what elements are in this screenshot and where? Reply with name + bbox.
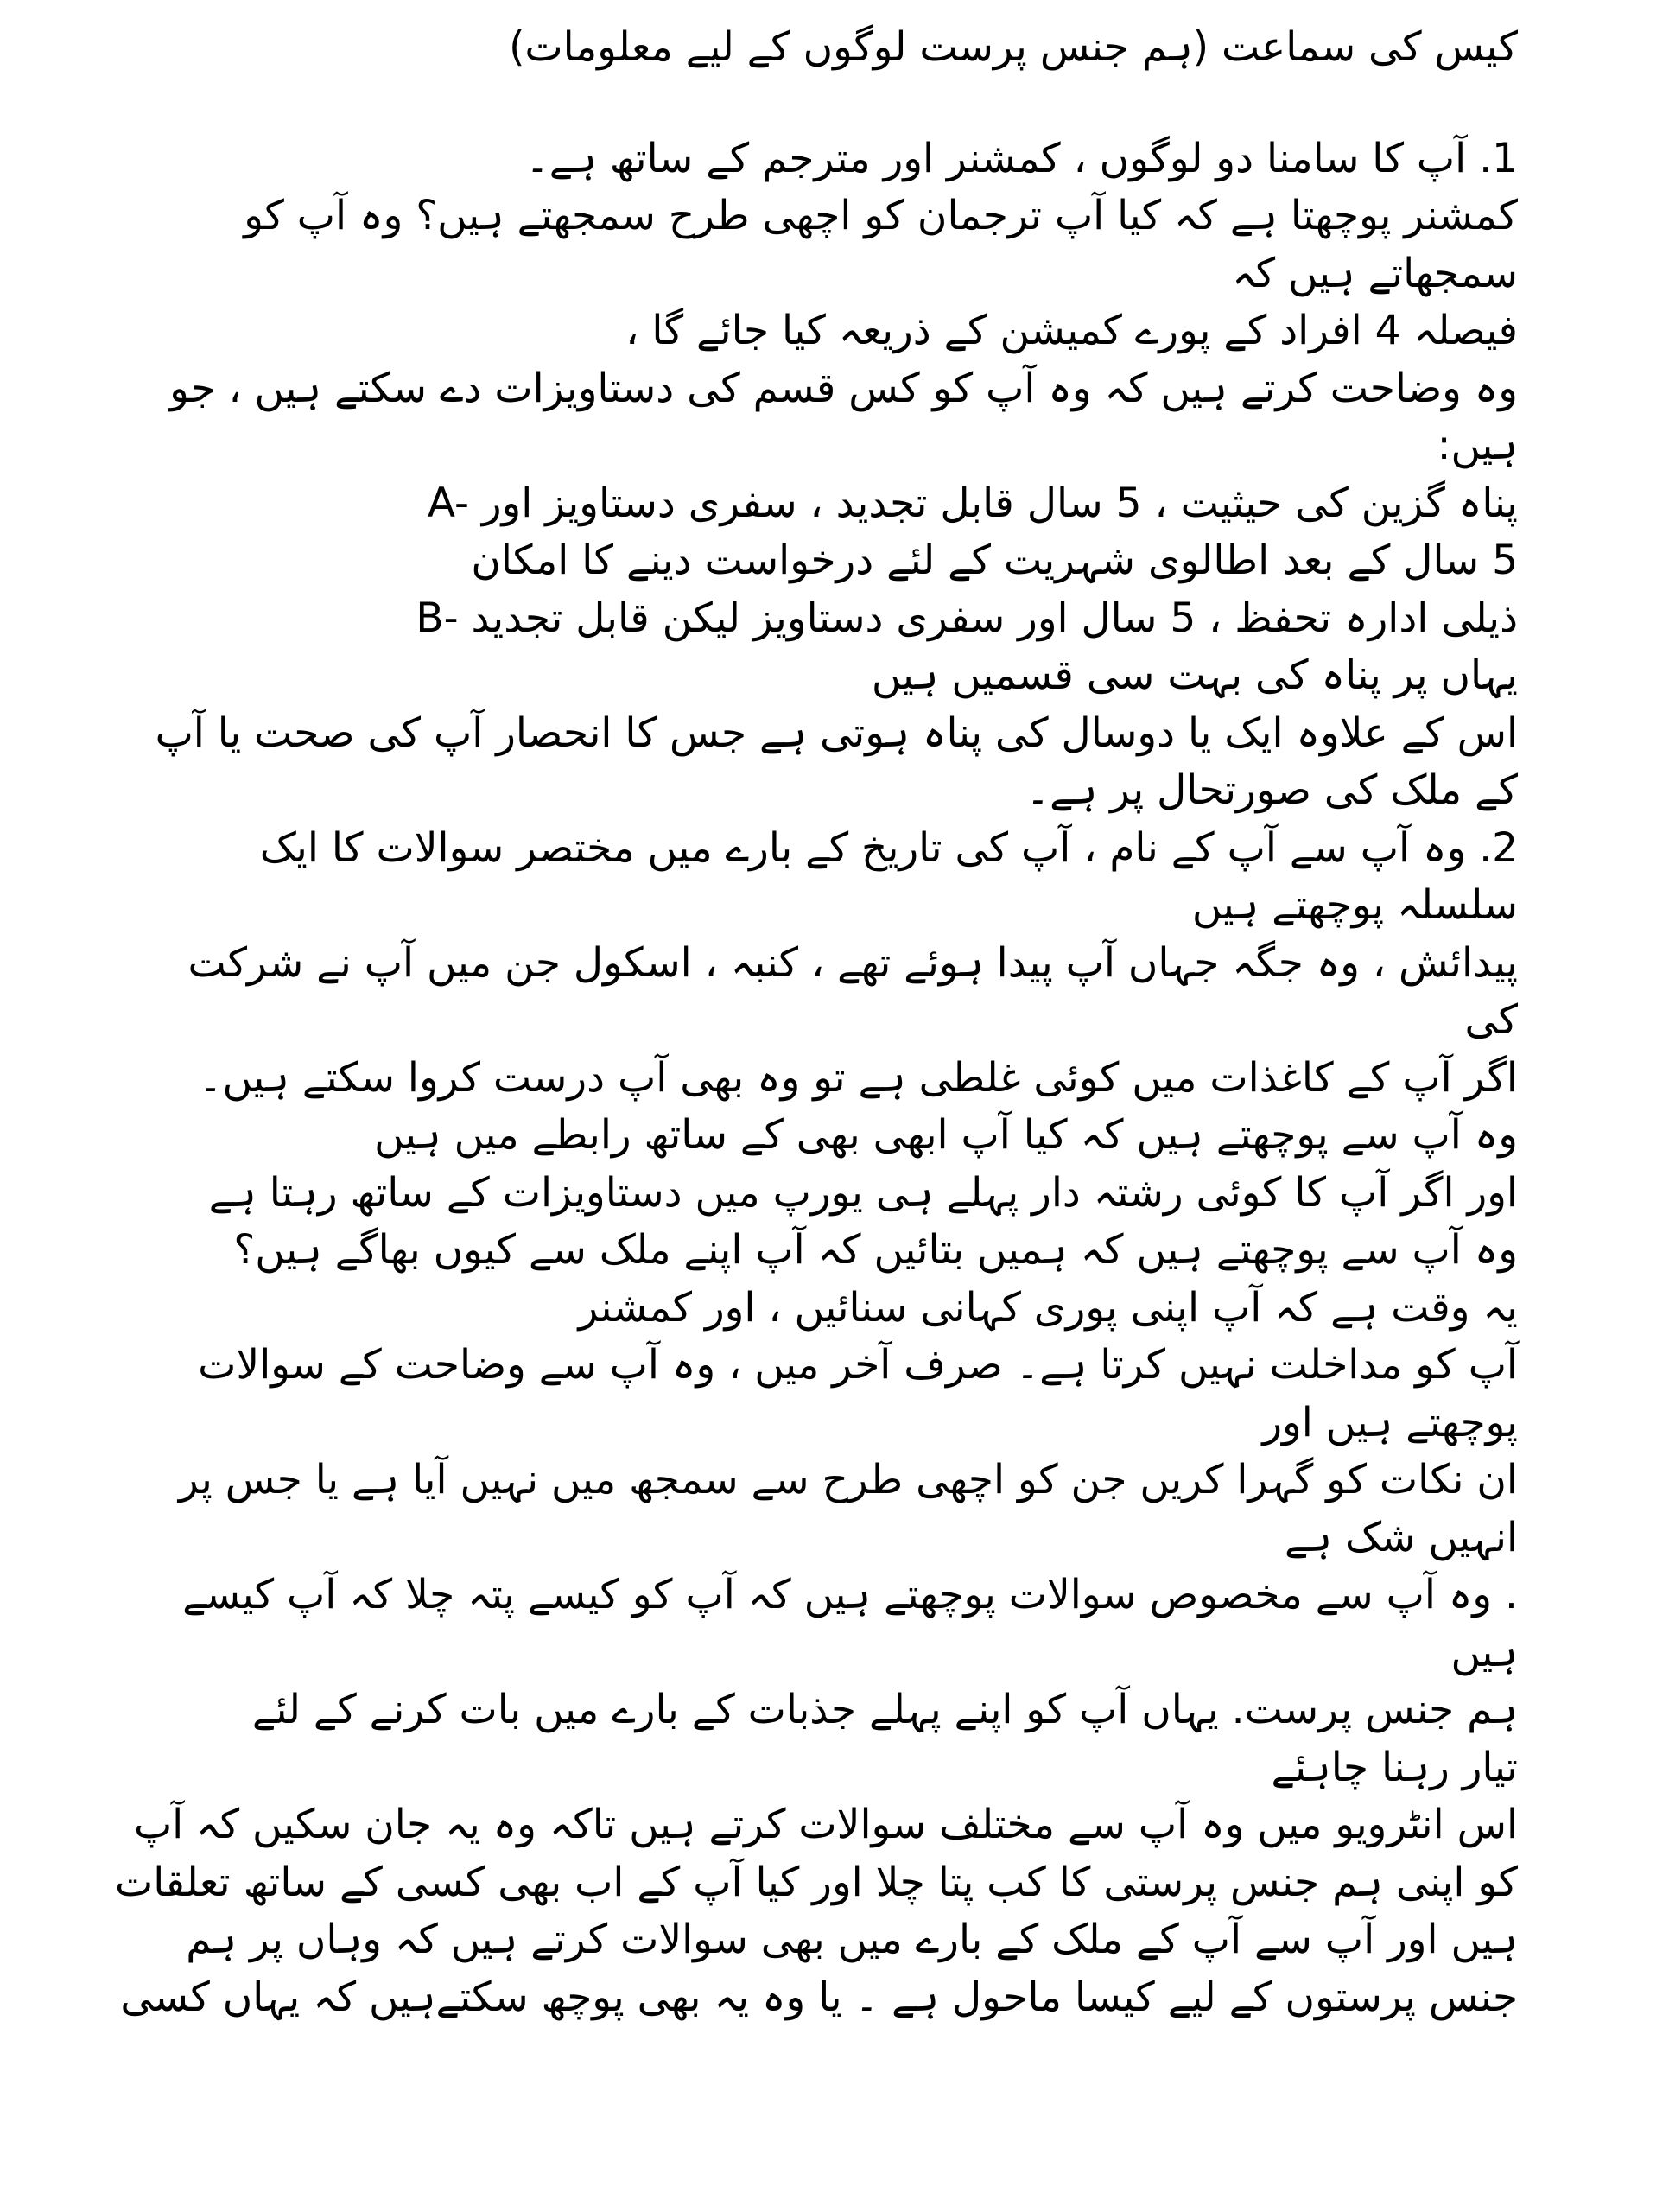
text-line: 2. وہ آپ سے آپ کے نام ، آپ کی تاریخ کے بارے میں مختصر سوالات کا ایک [259,823,1518,872]
text-line: کو اپنی ہم جنس پرستی کا کب پتا چلا اور کیا آپ کے اب بھی کسی کے ساتھ تعلقات [114,1858,1518,1906]
text-line: ہیں: [1437,422,1518,469]
text-line: آپ کو مداخلت نہیں کرتا ہے۔ صرف آخر میں ، وہ آپ سے وضاحت کے سوالات [198,1341,1518,1389]
text-line: B- ذیلی ادارہ تحفظ ، 5 سال اور سفری دستاویز لیکن قابل تجدید [416,594,1518,642]
text-line: اس کے علاوہ ایک یا دوسال کی پناہ ہوتی ہے جس کا انحصار آپ کی صحت یا آپ [155,709,1518,757]
text-line: انہیں شک ہے [1284,1513,1518,1561]
document-body [60,19,1518,2026]
text-line: ہیں [1450,1628,1518,1676]
text-line: پیدائش ، وہ جگہ جہاں آپ پیدا ہوئے تھے ، کنبہ ، اسکول جن میں آپ نے شرکت [187,938,1518,987]
text-line: ہیں اور آپ سے آپ کے ملک کے بارے میں بھی سوالات کرتے ہیں کہ وہاں پر ہم [186,1916,1518,1963]
text-line: A- پناہ گزین کی حیثیت ، 5 سال قابل تجدید ، سفری دستاویز اور [427,479,1518,527]
text-line: سلسلہ پوچھتے ہیں [1191,881,1518,929]
document-title: کیس کی سماعت (ہم جنس پرست لوگوں کے لیے معلومات) [509,23,1518,71]
text-line: تیار رہنا چاہئے [1271,1743,1518,1791]
text-line: سمجھاتے ہیں کہ [1232,249,1518,297]
text-line: فیصلہ 4 افراد کے پورے کمیشن کے ذریعہ کیا جائے گا ، [625,307,1518,354]
text-line: وہ آپ سے پوچھتے ہیں کہ کیا آپ ابھی بھی کے ساتھ رابطے میں ہیں [374,1111,1518,1159]
text-line: جنس پرستوں کے لیے کیسا ماحول ہے ۔ یا وہ یہ بھی پوچھ سکتےہیں کہ یہاں کسی [120,1973,1518,2021]
text-line: کمشنر پوچھتا ہے کہ کیا آپ ترجمان کو اچھی طرح سمجھتے ہیں؟ وہ آپ کو [244,192,1518,239]
text-line: . وہ آپ سے مخصوص سوالات پوچھتے ہیں کہ آپ کو کیسے پتہ چلا کہ آپ کیسے [182,1571,1518,1618]
text-line: کے ملک کی صورتحال پر ہے۔ [1025,766,1518,814]
text-line: 5 سال کے بعد اطالوی شہریت کے لئے درخواست دینے کا امکان [471,537,1518,584]
text-line: یہ وقت ہے کہ آپ اپنی پوری کہانی سنائیں ، اور کمشنر [578,1283,1518,1332]
text-line: ان نکات کو گہرا کریں جن کو اچھی طرح سے سمجھ میں نہیں آیا ہے یا جس پر [178,1456,1518,1503]
text-line: اگر آپ کے کاغذات میں کوئی غلطی ہے تو وہ بھی آپ درست کروا سکتے ہیں۔ [198,1053,1518,1102]
text-line: وہ وضاحت کرتے ہیں کہ وہ آپ کو کس قسم کی دستاویزات دے سکتے ہیں ، جو [169,364,1518,412]
text-line: یہاں پر پناہ کی بہت سی قسمیں ہیں [871,652,1518,699]
text-line: وہ آپ سے پوچھتے ہیں کہ ہمیں بتائیں کہ آپ اپنے ملک سے کیوں بھاگے ہیں؟ [233,1226,1518,1274]
text-line: پوچھتے ہیں اور [1262,1398,1518,1446]
text-line: ہم جنس پرست. یہاں آپ کو اپنے پہلے جذبات کے بارے میں بات کرنے کے لئے [251,1686,1518,1733]
text-line: اور اگر آپ کا کوئی رشتہ دار پہلے ہی یورپ میں دستاویزات کے ساتھ رہتا ہے [208,1168,1518,1217]
text-line: اس انٹرویو میں وہ آپ سے مختلف سوالات کرتے ہیں تاکہ وہ یہ جان سکیں کہ آپ [133,1801,1518,1848]
text-line: کی [1464,996,1518,1044]
text-line: 1. آپ کا سامنا دو لوگوں ، کمشنر اور مترجم کے ساتھ ہے۔ [525,134,1518,182]
